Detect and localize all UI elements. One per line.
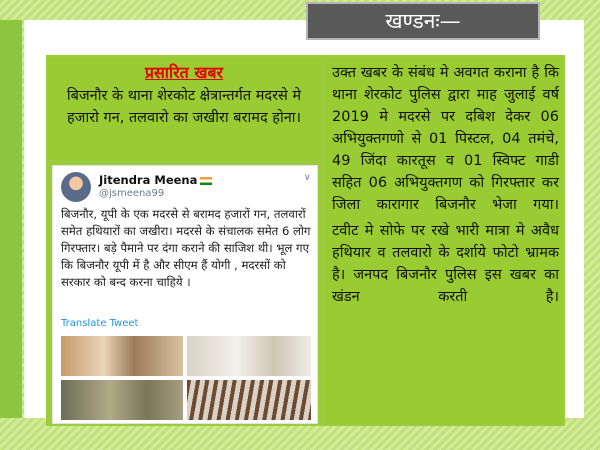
- tweet-photo-1: [61, 336, 183, 376]
- tweet-card: [52, 165, 318, 424]
- headline-title: प्रसारित खबर: [144, 63, 224, 82]
- tweet-author-handle: @jsmeena99: [99, 188, 165, 199]
- tweet-text: बिजनौर, यूपी के एक मदरसे से बरामद हजारों गन, तलवारों समेत हथियारों का जखीरा। मदरसे के संचालक समेत 6 लोग गिरफ्तार। बड़े पैमाने पर दंगा कराने की साजिश थी। भूल गए कि बिजनौर यूपी में है और सीएम हैं योगी , मदरसों को सरकार को बन्द करना चाहिये ।: [61, 207, 311, 289]
- tweet-author-name-text: Jitendra Meena: [99, 173, 198, 187]
- rebuttal-paragraph-2: टवीट मे सोफे पर रखे भारी मात्रा मे अवैध हथियार व तलवारो के दर्शाये फोटो भ्रामक है। जनपद बिजनौर पुलिस इस खबर का खंडन करती है।: [332, 223, 559, 305]
- tweet-photo-2: [187, 336, 311, 376]
- tweet-photo-4: [187, 380, 311, 420]
- tweet-photo-grid: [61, 336, 311, 420]
- avatar: [61, 172, 91, 202]
- chevron-down-icon: ∨: [303, 172, 311, 183]
- rebuttal-box: [325, 58, 563, 424]
- india-flag-icon: [200, 177, 212, 185]
- slide-title-box: [306, 2, 540, 40]
- translate-tweet-link: Translate Tweet: [61, 318, 139, 329]
- left-column: [48, 58, 320, 424]
- headline-box: [48, 58, 320, 160]
- rebuttal-paragraph-1: उक्त खबर के संबंध मे अवगत कराना है कि थाना शेरकोट पुलिस द्वारा माह जुलाई वर्ष 2019 मे मदरसे पर दबिश देकर 06 अभियुक्तगणो से 01 पिस्टल, 04 तमंचे, 49 जिंदा कारतूस व 01 स्विफ्ट गाडी सहित 06 अभियुक्तगण को गिरफ्तार कर जिला कारागार बिजनौर भेजा गया।: [332, 65, 559, 213]
- tweet-photo-3: [61, 380, 183, 420]
- tweet-header: [61, 172, 311, 202]
- headline-text: बिजनौर के थाना शेरकोट क्षेत्रान्तर्गत मदरसे मे हजारो गन, तलवारो का जखीरा बरामद होना।: [66, 88, 302, 126]
- slide-left-accent-bar: [0, 20, 22, 418]
- tweet-author-name: [99, 173, 212, 187]
- slide-title: खण्डनः—: [385, 9, 461, 33]
